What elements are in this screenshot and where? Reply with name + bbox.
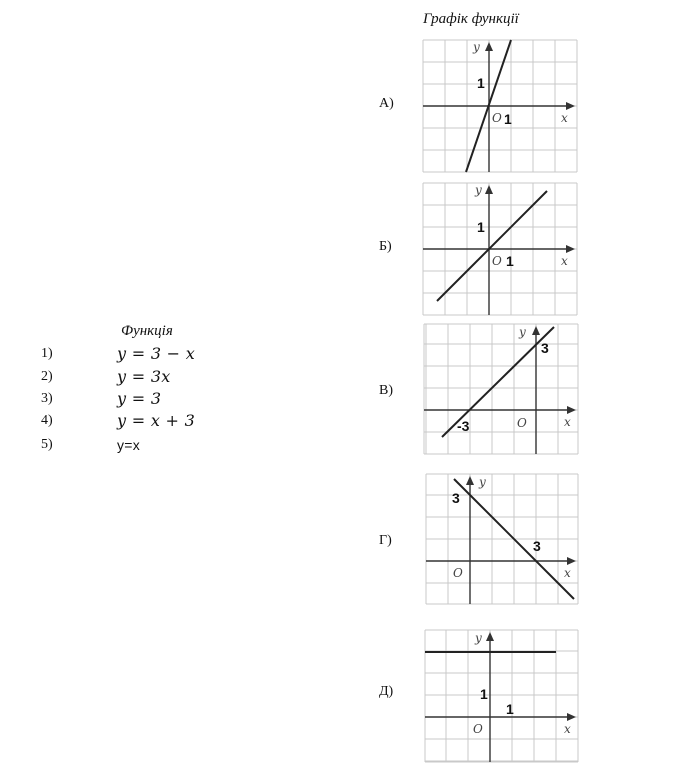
graph-v-grid [424, 324, 578, 454]
graph-d [425, 630, 578, 762]
function-formula-1: y = 3 − x [117, 344, 196, 363]
function-number-4: 4) [41, 413, 53, 428]
graph-v-origin-label: O [517, 416, 527, 430]
graph-g-tick-y: 3 [452, 490, 460, 506]
function-number-1: 1) [41, 346, 53, 361]
graph-label-a: А) [379, 96, 394, 111]
graph-g-origin-label: O [453, 566, 463, 580]
graph-label-b: Б) [379, 239, 392, 254]
graph-g-x-label: x [564, 566, 571, 580]
graph-b-tick-x: 1 [506, 253, 514, 269]
graph-g [426, 474, 578, 604]
graph-d-grid [425, 630, 578, 762]
graph-d-origin-label: O [473, 722, 483, 736]
graph-v-x-arrow-icon [567, 406, 576, 414]
graph-v [424, 324, 578, 454]
function-number-5: 5) [41, 437, 53, 452]
graph-b [423, 183, 577, 315]
graph-d-y-label: y [475, 631, 482, 645]
graph-a-x-label: x [561, 111, 568, 125]
graph-v-y-arrow-icon [532, 326, 540, 335]
function-formula-4: y = x + 3 [117, 411, 196, 430]
function-number-3: 3) [41, 391, 53, 406]
functions-heading: Функція [121, 323, 173, 339]
graph-v-x-label: x [564, 415, 571, 429]
graph-v-tick-x: -3 [457, 418, 470, 434]
graph-a-origin-label: O [492, 111, 502, 125]
function-formula-2: y = 3x [117, 367, 171, 386]
graph-a-y-label: y [473, 40, 480, 54]
graph-a-y-arrow-icon [485, 42, 493, 51]
graph-d-tick-y: 1 [480, 686, 488, 702]
graph-label-d: Д) [379, 684, 394, 699]
graph-a-tick-x: 1 [504, 111, 512, 127]
graph-b-y-label: y [475, 183, 482, 197]
graph-g-y-arrow-icon [466, 476, 474, 485]
graph-b-x-label: x [561, 254, 568, 268]
graph-d-tick-x: 1 [506, 701, 514, 717]
graph-g-x-arrow-icon [567, 557, 576, 565]
graph-g-grid [426, 474, 578, 604]
graph-d-y-arrow-icon [486, 632, 494, 641]
graph-b-function-line [437, 191, 547, 301]
graph-label-v: В) [379, 383, 393, 398]
graph-g-y-label: y [479, 475, 486, 489]
graph-a-tick-y: 1 [477, 75, 485, 91]
graph-a [423, 40, 577, 172]
graph-g-tick-x: 3 [533, 538, 541, 554]
graph-b-origin-label: O [492, 254, 502, 268]
graph-label-g: Г) [379, 533, 392, 548]
graph-d-x-arrow-icon [567, 713, 576, 721]
function-number-2: 2) [41, 369, 53, 384]
function-formula-3: y = 3 [117, 389, 162, 408]
function-formula-5: y=x [117, 437, 141, 453]
graph-v-tick-y: 3 [541, 340, 549, 356]
graphs-heading: Графік функції [423, 11, 519, 27]
graph-b-tick-y: 1 [477, 219, 485, 235]
graph-v-y-label: y [519, 325, 526, 339]
graph-d-x-label: x [564, 722, 571, 736]
graph-b-x-arrow-icon [566, 245, 575, 253]
graph-b-y-arrow-icon [485, 185, 493, 194]
graph-a-x-arrow-icon [566, 102, 575, 110]
